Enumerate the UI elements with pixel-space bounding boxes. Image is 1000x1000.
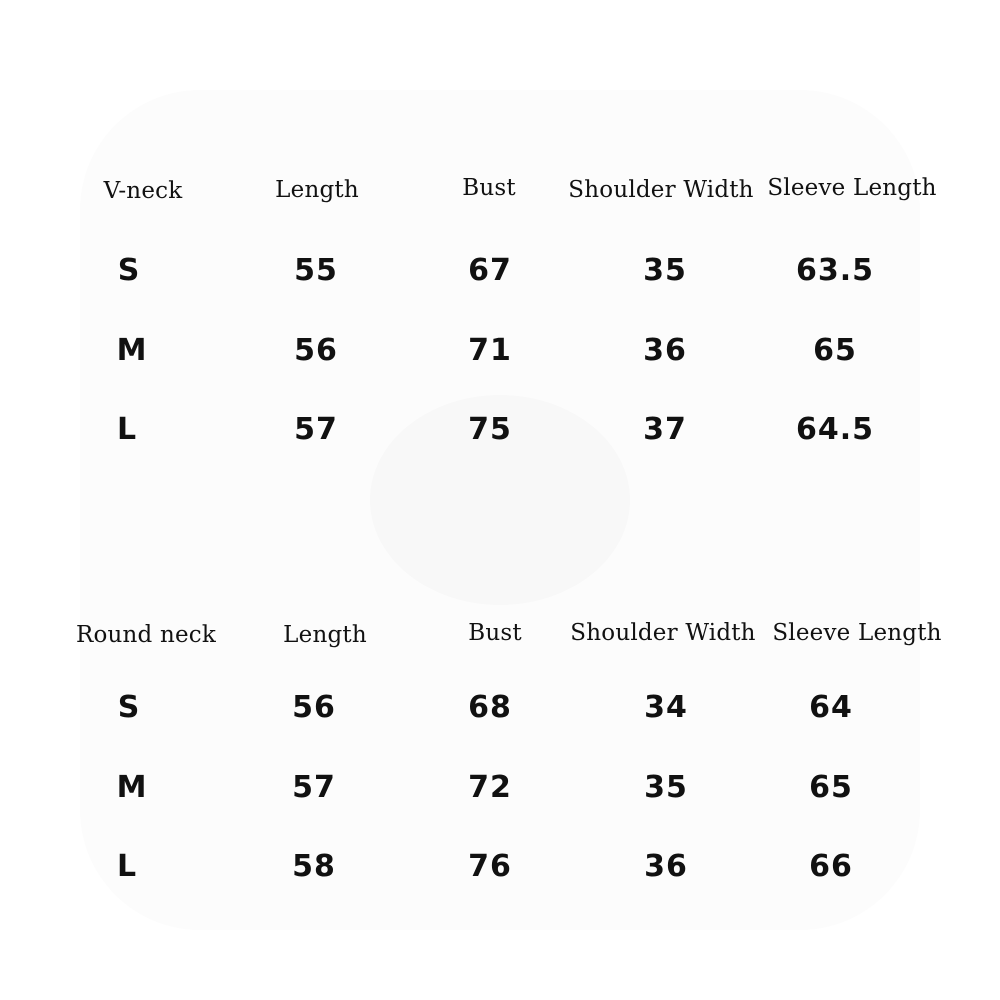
row-s-size: S	[117, 690, 141, 725]
row-l-size: L	[116, 849, 138, 884]
row-l-sleeve-length: 66	[809, 849, 853, 884]
row-m-shoulder-width: 36	[643, 333, 687, 368]
row-l-size: L	[116, 412, 138, 447]
row-s-bust: 68	[468, 690, 512, 725]
row-l-bust: 76	[468, 849, 512, 884]
header-shoulder-width: Shoulder Width	[570, 620, 756, 646]
row-m-size: M	[116, 333, 148, 368]
row-m-bust: 71	[468, 333, 512, 368]
header-neck-type: Round neck	[75, 622, 217, 648]
row-s-shoulder-width: 35	[643, 253, 687, 288]
row-l-length: 58	[292, 849, 336, 884]
row-l-shoulder-width: 36	[644, 849, 688, 884]
header-length: Length	[283, 622, 367, 648]
row-l-bust: 75	[468, 412, 512, 447]
row-l-shoulder-width: 37	[643, 412, 687, 447]
row-s-sleeve-length: 63.5	[795, 253, 875, 288]
header-neck-type: V-neck	[103, 178, 183, 204]
row-m-bust: 72	[468, 770, 512, 805]
row-s-sleeve-length: 64	[809, 690, 853, 725]
header-shoulder-width: Shoulder Width	[568, 177, 754, 203]
row-m-size: M	[116, 770, 148, 805]
header-sleeve-length: Sleeve Length	[772, 620, 942, 646]
row-m-length: 56	[294, 333, 338, 368]
row-s-shoulder-width: 34	[644, 690, 688, 725]
row-l-sleeve-length: 64.5	[795, 412, 875, 447]
row-m-sleeve-length: 65	[809, 770, 853, 805]
row-l-length: 57	[294, 412, 338, 447]
header-length: Length	[275, 177, 359, 203]
header-bust: Bust	[468, 620, 522, 646]
row-s-length: 56	[292, 690, 336, 725]
row-s-bust: 67	[468, 253, 512, 288]
header-sleeve-length: Sleeve Length	[767, 175, 937, 201]
row-m-shoulder-width: 35	[644, 770, 688, 805]
row-m-length: 57	[292, 770, 336, 805]
header-bust: Bust	[462, 175, 516, 201]
row-s-length: 55	[294, 253, 338, 288]
row-m-sleeve-length: 65	[813, 333, 857, 368]
row-s-size: S	[117, 253, 141, 288]
